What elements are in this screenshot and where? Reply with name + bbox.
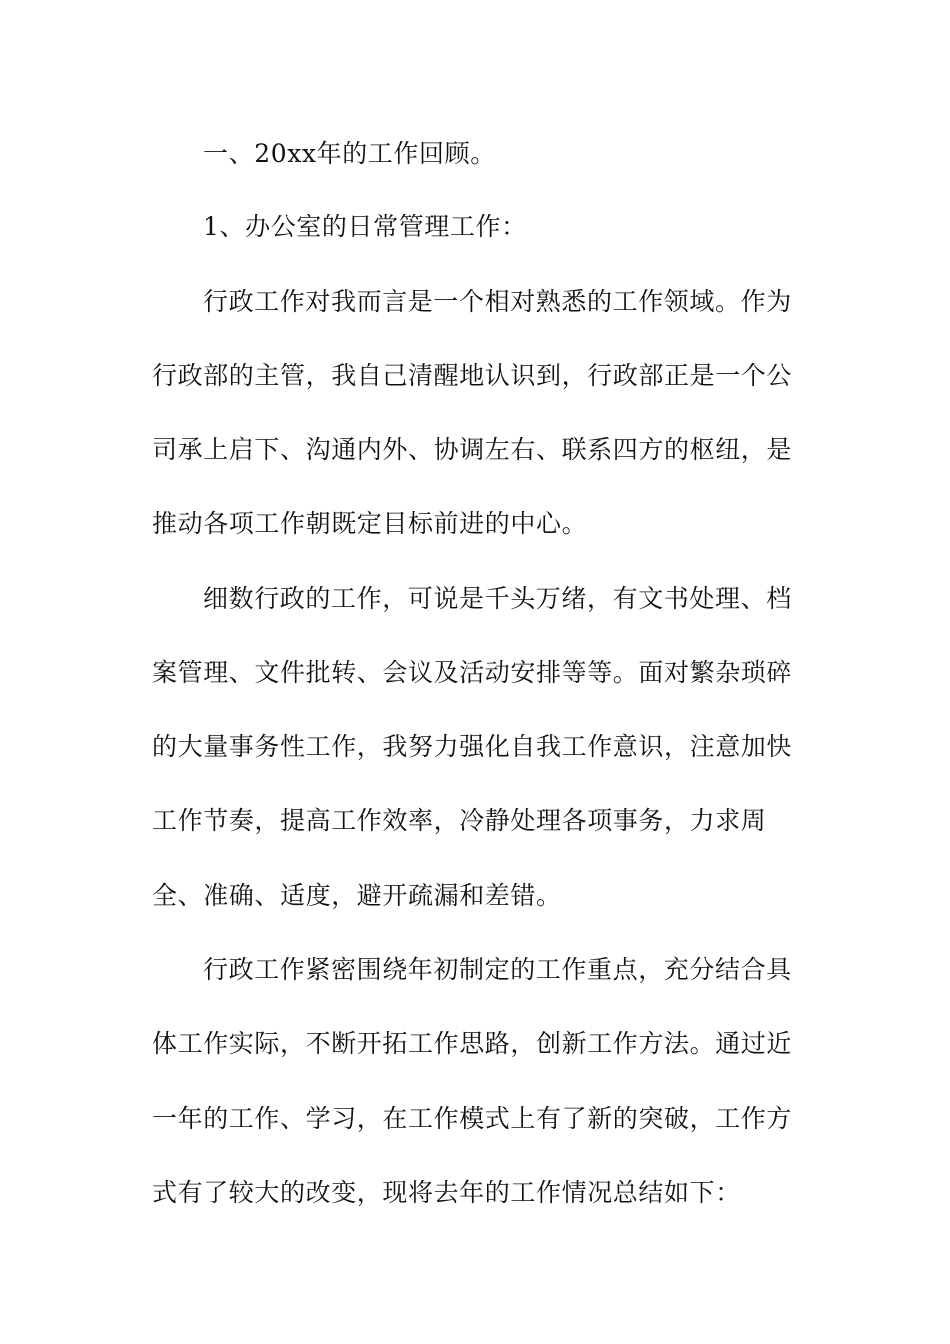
section-heading: 一、20xx年的工作回顾。 [203,139,496,168]
paragraph-line: 体工作实际，不断开拓工作思路，创新工作方法。通过近 [152,1029,793,1058]
paragraph-line: 工作节奏，提高工作效率，冷静处理各项事务，力求周 [152,806,767,835]
paragraph-line: 推动各项工作朝既定目标前进的中心。 [152,509,588,538]
paragraph-line: 式有了较大的改变，现将去年的工作情况总结如下： [152,1178,741,1207]
paragraph-line: 案管理、文件批转、会议及活动安排等等。面对繁杂琐碎 [152,658,793,687]
paragraph-line: 一年的工作、学习，在工作模式上有了新的突破，工作方 [152,1104,793,1133]
paragraph-line: 全、准确、适度，避开疏漏和差错。 [152,881,562,910]
paragraph-line: 司承上启下、沟通内外、协调左右、联系四方的枢纽，是 [152,435,793,464]
subsection-heading: 1、办公室的日常管理工作： [203,212,527,241]
paragraph-line: 细数行政的工作，可说是千头万绪，有文书处理、档 [203,584,792,613]
paragraph-line: 行政工作对我而言是一个相对熟悉的工作领域。作为 [203,287,792,316]
paragraph-line: 行政部的主管，我自己清醒地认识到，行政部正是一个公 [152,361,793,390]
paragraph-line: 的大量事务性工作，我努力强化自我工作意识，注意加快 [152,732,793,761]
paragraph-line: 行政工作紧密围绕年初制定的工作重点，充分结合具 [203,955,792,984]
